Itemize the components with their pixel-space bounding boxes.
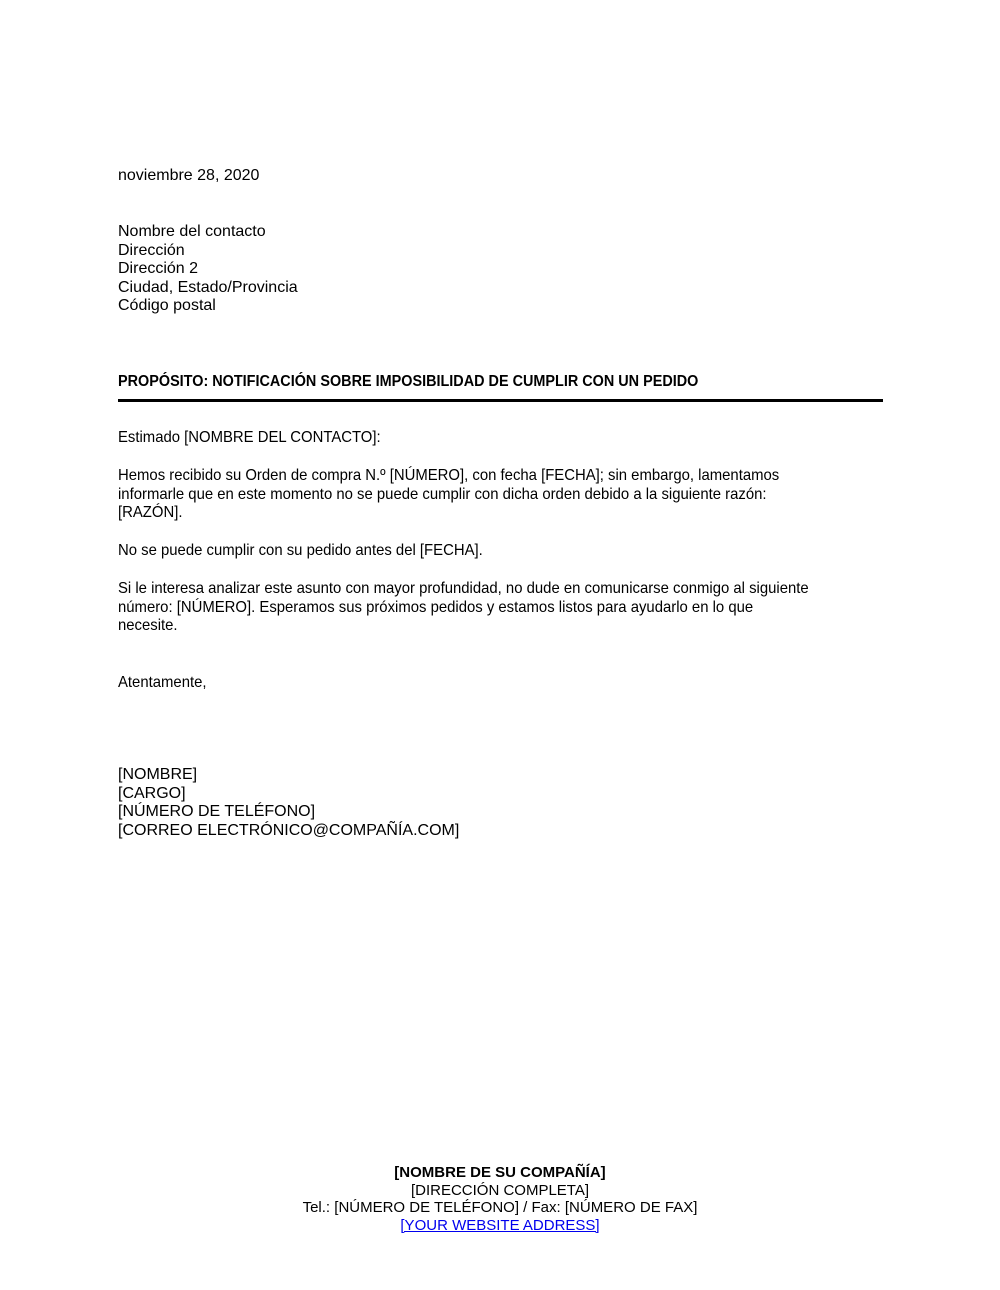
paragraph-line: número: [NÚMERO]. Esperamos sus próximos pedidos y estamos listos para ayudarlo en lo que xyxy=(118,598,754,616)
recipient-postal-code: Código postal xyxy=(118,297,216,315)
body-paragraph-1 xyxy=(118,467,779,523)
subject-line: PROPÓSITO: NOTIFICACIÓN SOBRE IMPOSIBILIDAD DE CUMPLIR CON UN PEDIDO xyxy=(118,373,699,390)
signer-name: [NOMBRE] xyxy=(118,766,198,783)
paragraph-line: necesite. xyxy=(118,617,178,634)
recipient-name: Nombre del contacto xyxy=(118,223,266,240)
closing: Atentamente, xyxy=(118,674,207,691)
paragraph-line: No se puede cumplir con su pedido antes del [FECHA]. xyxy=(118,542,483,559)
company-address: [DIRECCIÓN COMPLETA] xyxy=(410,1181,590,1199)
company-name: [NOMBRE DE SU COMPAÑÍA] xyxy=(394,1164,606,1181)
body-paragraph-2 xyxy=(118,542,483,561)
company-contact: Tel.: [NÚMERO DE TELÉFONO] / Fax: [NÚMERO DE FAX] xyxy=(302,1199,698,1216)
subject-divider xyxy=(118,399,883,402)
paragraph-line: Si le interesa analizar este asunto con mayor profundidad, no dude en comunicarse conmigo al siguiente xyxy=(118,580,809,597)
body-paragraph-3 xyxy=(118,580,809,636)
letterhead-footer xyxy=(0,1164,1000,1234)
website-link[interactable]: [YOUR WEBSITE ADDRESS] xyxy=(400,1216,600,1234)
signer-title: [CARGO] xyxy=(118,784,186,802)
recipient-address xyxy=(118,223,298,316)
recipient-city-state: Ciudad, Estado/Provincia xyxy=(118,278,298,296)
letter-date: noviembre 28, 2020 xyxy=(118,167,260,184)
salutation: Estimado [NOMBRE DEL CONTACTO]: xyxy=(118,429,381,446)
paragraph-line: informarle que en este momento no se puede cumplir con dicha orden debido a la siguiente razón: xyxy=(118,485,767,503)
signer-phone: [NÚMERO DE TELÉFONO] xyxy=(118,803,316,821)
recipient-address-line-2: Dirección 2 xyxy=(118,260,199,278)
paragraph-line: [RAZÓN]. xyxy=(118,504,183,521)
paragraph-line: Hemos recibido su Orden de compra N.º [NÚMERO], con fecha [FECHA]; sin embargo, lamentamos xyxy=(118,467,780,484)
signer-email: [CORREO ELECTRÓNICO@COMPAÑÍA.COM] xyxy=(118,821,460,839)
recipient-address-line-1: Dirección xyxy=(118,241,185,259)
signature-block xyxy=(118,766,459,840)
